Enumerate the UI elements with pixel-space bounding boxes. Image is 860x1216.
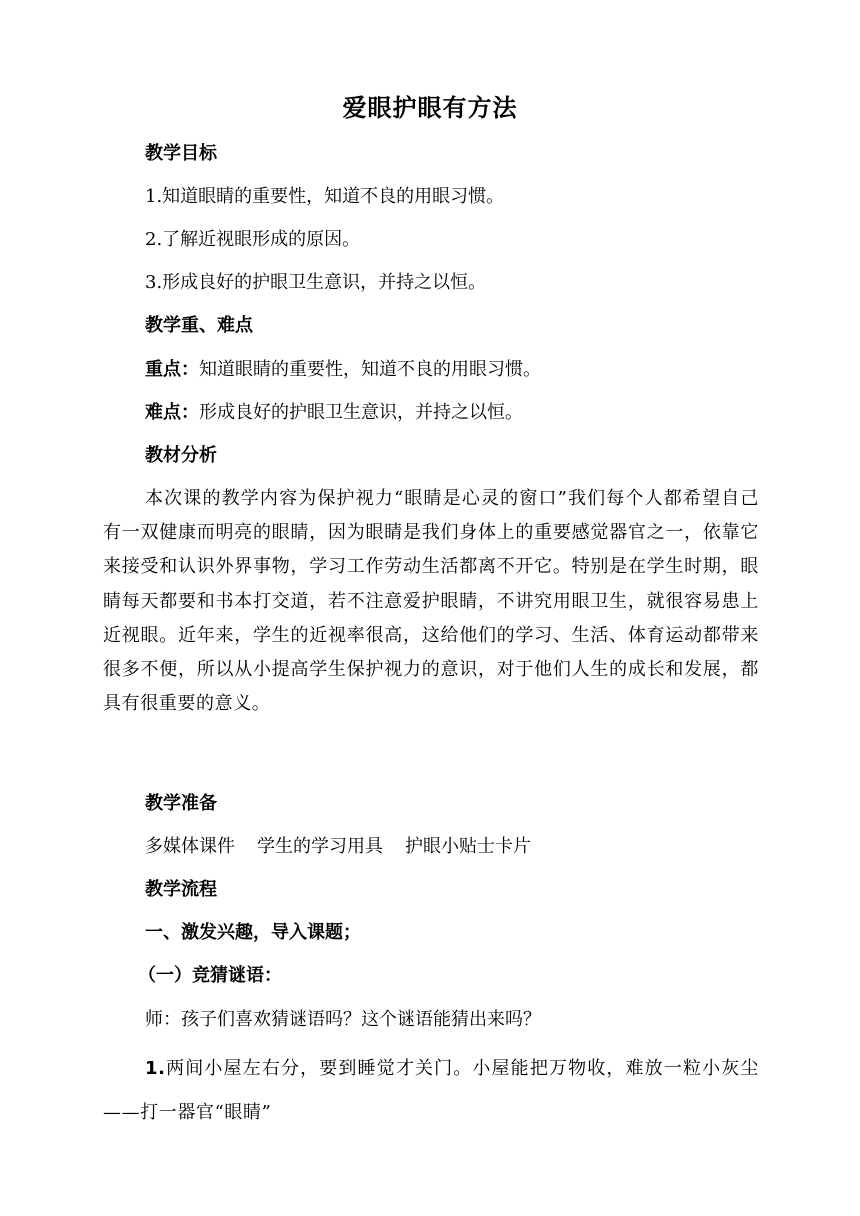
preparation-list — [145, 833, 531, 861]
riddle-paragraph — [103, 1047, 759, 1135]
analysis-paragraph: 本次课的教学内容为保护视力“眼睛是心灵的窗口”我们每个人都希望自己有一双健康而明亮的眼睛，因为眼睛是我们身体上的重要感觉器官之一，依靠它来接受和认识外界事物，学习工作劳动生活都离不开它。特别是在学生时期，眼睛每天都要和书本打交道，若不注意爱护眼睛，不讲究用眼卫生，就很容易患上近视眼。近年来，学生的近视率很高，这给他们的学习、生活、体育运动都带来很多不便，所以从小提高学生保护视力的意识，对于他们人生的成长和发展，都具有很重要的意义。 — [103, 488, 759, 715]
key-point-text: 知道眼睛的重要性，知道不良的用眼习惯。 — [199, 359, 541, 380]
preparation-heading: 教学准备 — [145, 793, 217, 814]
preparation-item: 学生的学习用具 — [257, 836, 383, 857]
key-point-label: 重点： — [145, 359, 199, 380]
process-substep-1: （一）竞猜谜语： — [138, 965, 282, 986]
objectives-heading: 教学目标 — [145, 143, 217, 164]
difficult-point-line — [145, 399, 523, 427]
difficult-point-text: 形成良好的护眼卫生意识，并持之以恒。 — [199, 402, 523, 423]
process-step-1: 一、激发兴趣，导入课题； — [145, 922, 361, 943]
riddle-text: 两间小屋左右分，要到睡觉才关门。小屋能把万物收，难放一粒小灰尘——打一器官“眼睛” — [103, 1058, 759, 1123]
key-point-line — [145, 356, 541, 384]
riddle-number: 1. — [145, 1058, 166, 1079]
key-points-heading: 教学重、难点 — [145, 315, 253, 336]
difficult-point-label: 难点： — [145, 402, 199, 423]
objective-item-3: 3.形成良好的护眼卫生意识，并持之以恒。 — [145, 272, 487, 293]
objective-item-2: 2.了解近视眼形成的原因。 — [145, 229, 361, 250]
analysis-heading: 教材分析 — [145, 445, 217, 466]
preparation-item: 多媒体课件 — [145, 836, 235, 857]
preparation-item: 护眼小贴士卡片 — [405, 836, 531, 857]
teacher-line: 师：孩子们喜欢猜谜语吗？这个谜语能猜出来吗？ — [145, 1009, 541, 1030]
document-title: 爱眼护眼有方法 — [342, 94, 518, 122]
objective-item-1: 1.知道眼睛的重要性，知道不良的用眼习惯。 — [145, 186, 505, 207]
process-heading: 教学流程 — [145, 879, 217, 900]
